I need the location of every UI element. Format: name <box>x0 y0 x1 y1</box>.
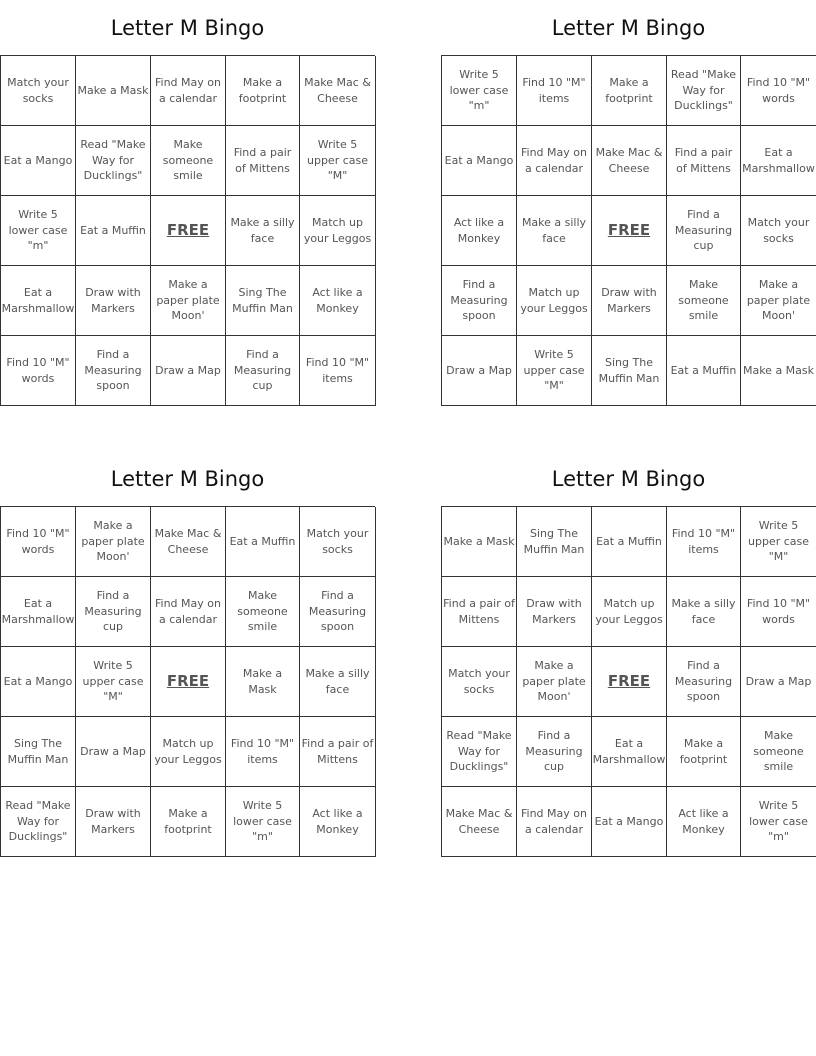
free-space: FREE <box>592 196 667 266</box>
bingo-cell: Eat a Marshmallow <box>741 126 816 196</box>
bingo-cell: Write 5 upper case "M" <box>741 507 816 577</box>
bingo-cell: Sing The Muffin Man <box>1 717 76 787</box>
bingo-cell: Find a pair of Mittens <box>442 577 517 647</box>
bingo-cell: Make a footprint <box>592 56 667 126</box>
bingo-cell: Match up your Leggos <box>151 717 226 787</box>
bingo-cell: Write 5 upper case "M" <box>300 126 376 196</box>
bingo-cell: Find May on a calendar <box>151 56 226 126</box>
bingo-cell: Make someone smile <box>667 266 741 336</box>
bingo-cell: Find 10 "M" words <box>741 577 816 647</box>
bingo-cell: Find 10 "M" words <box>741 56 816 126</box>
bingo-cell: Make a footprint <box>226 56 300 126</box>
bingo-cell: Draw with Markers <box>517 577 592 647</box>
bingo-cell: Draw a Map <box>151 336 226 406</box>
bingo-cell: Find a Measuring cup <box>667 196 741 266</box>
bingo-cell: Make a Mask <box>741 336 816 406</box>
bingo-cell: Eat a Marshmallow <box>1 577 76 647</box>
bingo-cell: Write 5 lower case "m" <box>226 787 300 857</box>
card-title: Letter M Bingo <box>551 16 706 40</box>
bingo-cell: Eat a Mango <box>1 647 76 717</box>
bingo-cell: Find a pair of Mittens <box>226 126 300 196</box>
bingo-cell: Make someone smile <box>226 577 300 647</box>
free-space: FREE <box>592 647 667 717</box>
bingo-cell: Eat a Marshmallow <box>592 717 667 787</box>
bingo-cell: Find May on a calendar <box>517 787 592 857</box>
bingo-grid <box>0 506 375 857</box>
bingo-cell: Eat a Mango <box>592 787 667 857</box>
bingo-cell: Make a paper plate Moon' <box>151 266 226 336</box>
bingo-cell: Draw a Map <box>442 336 517 406</box>
bingo-cell: Find a pair of Mittens <box>300 717 376 787</box>
bingo-grid <box>0 55 375 406</box>
bingo-cell: Write 5 upper case "M" <box>76 647 151 717</box>
bingo-cell: Make a Mask <box>226 647 300 717</box>
bingo-cell: Read "Make Way for Ducklings" <box>1 787 76 857</box>
bingo-cell: Find a Measuring cup <box>226 336 300 406</box>
bingo-cell: Read "Make Way for Ducklings" <box>442 717 517 787</box>
bingo-cell: Find May on a calendar <box>151 577 226 647</box>
bingo-cell: Make Mac & Cheese <box>151 507 226 577</box>
bingo-cell: Find 10 "M" words <box>1 336 76 406</box>
card-title: Letter M Bingo <box>110 467 265 491</box>
bingo-cell: Act like a Monkey <box>442 196 517 266</box>
bingo-cell: Sing The Muffin Man <box>226 266 300 336</box>
bingo-cell: Match your socks <box>442 647 517 717</box>
bingo-cell: Find a Measuring cup <box>517 717 592 787</box>
card-title: Letter M Bingo <box>551 467 706 491</box>
bingo-cell: Sing The Muffin Man <box>517 507 592 577</box>
bingo-cell: Match your socks <box>300 507 376 577</box>
bingo-cell: Read "Make Way for Ducklings" <box>667 56 741 126</box>
bingo-cell: Find 10 "M" items <box>667 507 741 577</box>
bingo-cell: Make a silly face <box>517 196 592 266</box>
bingo-grid <box>441 55 816 406</box>
bingo-cell: Find a Measuring spoon <box>76 336 151 406</box>
bingo-cell: Write 5 lower case "m" <box>1 196 76 266</box>
bingo-cell: Write 5 upper case "M" <box>517 336 592 406</box>
bingo-cell: Find 10 "M" items <box>226 717 300 787</box>
bingo-cell: Make Mac & Cheese <box>592 126 667 196</box>
bingo-cell: Match up your Leggos <box>300 196 376 266</box>
bingo-cell: Make a Mask <box>442 507 517 577</box>
bingo-cell: Draw with Markers <box>592 266 667 336</box>
bingo-cell: Make a silly face <box>226 196 300 266</box>
bingo-cell: Draw a Map <box>76 717 151 787</box>
bingo-cell: Find a Measuring spoon <box>667 647 741 717</box>
bingo-cell: Make a paper plate Moon' <box>741 266 816 336</box>
bingo-cell: Eat a Muffin <box>667 336 741 406</box>
bingo-cell: Act like a Monkey <box>300 266 376 336</box>
bingo-cell: Make someone smile <box>741 717 816 787</box>
bingo-cell: Match up your Leggos <box>592 577 667 647</box>
bingo-cell: Make a footprint <box>667 717 741 787</box>
bingo-cell: Make a footprint <box>151 787 226 857</box>
bingo-cell: Make a silly face <box>667 577 741 647</box>
bingo-cell: Find a Measuring spoon <box>300 577 376 647</box>
bingo-cell: Read "Make Way for Ducklings" <box>76 126 151 196</box>
bingo-cell: Find a Measuring cup <box>76 577 151 647</box>
bingo-cell: Eat a Mango <box>1 126 76 196</box>
bingo-cell: Make a paper plate Moon' <box>517 647 592 717</box>
free-space: FREE <box>151 647 226 717</box>
bingo-cell: Find 10 "M" items <box>517 56 592 126</box>
bingo-cell: Find 10 "M" items <box>300 336 376 406</box>
bingo-cell: Find May on a calendar <box>517 126 592 196</box>
bingo-cell: Eat a Mango <box>442 126 517 196</box>
bingo-cell: Make Mac & Cheese <box>442 787 517 857</box>
bingo-cell: Act like a Monkey <box>300 787 376 857</box>
bingo-cell: Make someone smile <box>151 126 226 196</box>
bingo-cell: Draw with Markers <box>76 266 151 336</box>
bingo-cell: Find a Measuring spoon <box>442 266 517 336</box>
bingo-cell: Eat a Muffin <box>592 507 667 577</box>
bingo-cell: Act like a Monkey <box>667 787 741 857</box>
bingo-cell: Write 5 lower case "m" <box>741 787 816 857</box>
bingo-cell: Eat a Marshmallow <box>1 266 76 336</box>
bingo-cell: Match up your Leggos <box>517 266 592 336</box>
bingo-cell: Eat a Muffin <box>76 196 151 266</box>
card-title: Letter M Bingo <box>110 16 265 40</box>
bingo-cell: Write 5 lower case "m" <box>442 56 517 126</box>
bingo-cell: Make a paper plate Moon' <box>76 507 151 577</box>
bingo-cell: Match your socks <box>741 196 816 266</box>
bingo-cell: Make Mac & Cheese <box>300 56 376 126</box>
bingo-cell: Draw with Markers <box>76 787 151 857</box>
bingo-cell: Find a pair of Mittens <box>667 126 741 196</box>
bingo-cell: Find 10 "M" words <box>1 507 76 577</box>
bingo-cell: Draw a Map <box>741 647 816 717</box>
free-space: FREE <box>151 196 226 266</box>
bingo-cell: Eat a Muffin <box>226 507 300 577</box>
bingo-cell: Sing The Muffin Man <box>592 336 667 406</box>
bingo-cell: Match your socks <box>1 56 76 126</box>
bingo-cell: Make a silly face <box>300 647 376 717</box>
bingo-cell: Make a Mask <box>76 56 151 126</box>
bingo-grid <box>441 506 816 857</box>
